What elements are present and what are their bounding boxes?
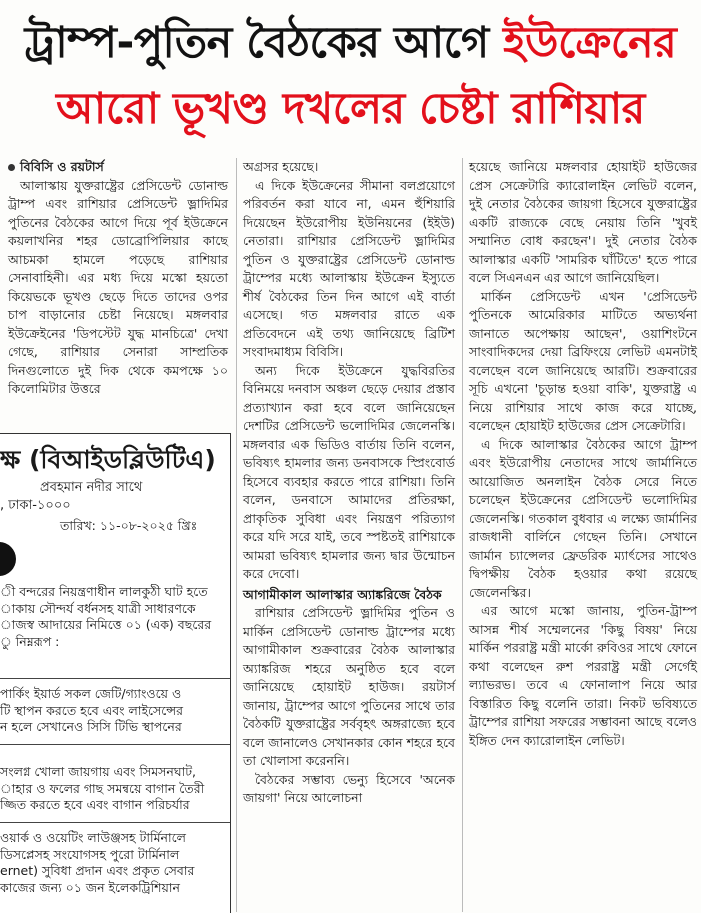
ad-item-line: ন হলে সেখানেও সিসি টিভি স্থাপনের [0, 719, 182, 734]
ad-body-line: ু নিম্নরূপ : [0, 633, 60, 649]
paragraph: হয়েছে জানিয়ে মঙ্গলবার হোয়াইট হাউজের প্রেস সেক্রেটারি ক্যারোলাইন লেভিট বলেন, দুই নেতার বৈঠকের জায়গা হিসেবে যুক্তরাষ্ট্রের একটি রাজ্যকে বেছে নেয়ায় তিনি 'খুবই সম্মানিত বোধ করছেন'। দুই নেতার বৈঠক আলাস্কার একটি 'সামরিক ঘাঁটিতে' হতে পারে বলে সিএনএন এর আগে জানিয়েছিল। [469, 159, 697, 285]
ad-body-line: াকায় সৌন্দর্য বর্ধনসহ যাত্রী সাধারণকে [0, 600, 196, 616]
headline-part-black: ট্রাম্প-পুতিন বৈঠকের আগে [24, 18, 504, 68]
article-column-2 [243, 158, 455, 912]
ad-item-line: কাজের জন্য ০১ জন ইলেকট্রিশিয়ান [0, 879, 180, 895]
byline [8, 158, 228, 177]
ad-date: তারিখ: ১১-০৮-২০২৫ খ্রিঃ [60, 518, 198, 533]
ad-body [0, 584, 228, 650]
ad-divider [0, 678, 230, 679]
headline-part-red: ইউক্রেনের [503, 18, 677, 68]
headline-line-1 [0, 14, 701, 72]
tender-notice-advertisement [0, 433, 231, 913]
article-column-3 [469, 158, 697, 912]
column-divider [462, 158, 463, 912]
paragraph: অন্য দিকে ইউক্রেনে যুদ্ধবিরতির বিনিময়ে দনবাস অঞ্চল ছেড়ে দেয়ার প্রস্তাব প্রত্যাখ্যান করা হবে বলে জানিয়েছেন দেশটির প্রেসিডেন্ট ভলোদিমির জেলেনস্কি। মঙ্গলবার এক ভিডিও বার্তায় তিনি বলেন, ভবিষ্যৎ হামলার জন্য ডনবাসকে স্প্রিংবোর্ড হিসেবে ব্যবহার করতে পারে রাশিয়া। তিনি বলেন, ডনবাসে আমাদের প্রতিরক্ষা, প্রাকৃতিক সুবিধা এবং নিয়ন্ত্রণ পরিত্যাগ করে যদি সরে যাই, তবে স্পষ্টতই রাশিয়াকে আমরা ভবিষ্যৎ হামলার জন্য দ্বার উন্মোচন করে দেবো। [243, 362, 455, 581]
ad-body-line: াজস্ব আদায়ের নিমিত্তে ০১ (এক) বছরের [0, 617, 212, 632]
subheading: আগামীকাল আলাস্কার অ্যাঙ্করিজে বৈঠক [243, 586, 442, 602]
ad-item-line: জ্জিত করতে হবে এবং বাগান পরিচর্যার [0, 797, 190, 812]
paragraph: রাশিয়ার প্রেসিডেন্ট ভ্লাদিমির পুতিন ও মার্কিন প্রেসিডেন্ট ডোনাল্ড ট্রাম্পের মধ্যে আগামীকাল শুক্রবারের বৈঠক আলাস্কার অ্যাঙ্করিজ শহরে অনুষ্ঠিত হবে বলে জানিয়েছে হোয়াইট হাউজ। রয়টার্স জানায়, ট্রাম্পের আগে পুতিনের সাথে তার বৈঠকটি যুক্তরাষ্ট্রের সর্ববৃহৎ অঙ্গরাজ্যে হবে বলে জানালেও সেখানকার কোন শহরে হবে তা খোলাসা করেননি। [243, 605, 455, 768]
headline-line-2: আরো ভূখণ্ড দখলের চেষ্টা রাশিয়ার [56, 84, 645, 134]
ad-item-3 [0, 830, 194, 896]
ad-item-line: ডিসপ্লেসহ সংযোগসহ পুরো টার্মিনাল [0, 846, 180, 862]
ad-item-line: ওয়ার্ক ও ওয়েটিং লাউঞ্জসহ টার্মিনালে [0, 830, 186, 845]
paragraph: বৈঠকের সম্ভাব্য ভেন্যু হিসেবে 'অনেক জায়গা' নিয়ে আলোচনা [243, 771, 455, 805]
ad-slogan: প্রবহমান নদীর সাথে [40, 480, 143, 495]
ad-item-line: সংলগ্ন খোলা জায়গায় এবং সিমসনঘাট, [0, 764, 197, 779]
paragraph: এ দিকে ইউক্রেনের সীমানা বলপ্রয়োগে পরিবর্তন করা যাবে না, এমন হুঁশিয়ারি দিয়েছেন ইউরোপীয় ইউনিয়নের (ইইউ) নেতারা। রাশিয়ার প্রেসিডেন্ট ভ্লাদিমির পুতিন ও যুক্তরাষ্ট্রের প্রেসিডেন্ট ডোনাল্ড ট্রাম্পের মধ্যে আলাস্কায় ইউক্রেন ইস্যুতে শীর্ষ বৈঠকের তিন দিন আগে এই বার্তা এসেছে। গত মঙ্গলবার রাতে এক প্রতিবেদনে এই তথ্য জানিয়েছে ব্রিটিশ সংবাদমাধ্যম বিবিসি। [243, 177, 455, 359]
paragraph: এর আগে মস্কো জানায়, পুতিন-ট্রাম্প আসন্ন শীর্ষ সম্মেলনের 'কিছু বিষয়' নিয়ে মার্কিন পররাষ্ট্র মন্ত্রী মার্কো রুবিওর সাথে ফোনে কথা বলেছেন রুশ পররাষ্ট্র মন্ত্রী সের্গেই ল্যাভরভ। তবে এ ফোনালাপ নিয়ে আর বিস্তারিত কিছু বলেনি তারা। নিকট ভবিষ্যতে ট্রাম্পের রাশিয়া সফরের সম্ভাবনা আছে বলেও ইঙ্গিত দেন ক্যারোলাইন লেভিট। [469, 603, 697, 748]
seal-icon [0, 542, 16, 576]
ad-address: , ঢাকা-১০০০ [0, 498, 71, 513]
ad-item-1 [0, 686, 183, 736]
paragraph: এ দিকে আলাস্কার বৈঠকের আগে ট্রাম্প এবং ইউরোপীয় নেতাদের সাথে জার্মানিতে আয়োজিত অনলাইন বৈঠক সেরে নিতে চলেছেন ইউক্রেনের প্রেসিডেন্ট ভলোদিমির জেলেনস্কি। গতকাল বুধবার এ লক্ষ্যে জার্মানির রাজধানী বার্লিনে গেছেন তিনি। সেখানে জার্মান চ্যান্সেলর ফ্রেডরিক ম্যার্ৎসের সাথেও দ্বিপক্ষীয় বৈঠক হওয়ার কথা রয়েছে জেলেনস্কির। [469, 436, 697, 600]
paragraph: আলাস্কায় যুক্তরাষ্ট্রের প্রেসিডেন্ট ডোনাল্ড ট্রাম্প এবং রাশিয়ার প্রেসিডেন্ট ভ্লাদিমির পুতিনের বৈঠকের আগে দিয়ে পূর্ব ইউক্রেনে কয়লাখনির শহর ডোব্রোপিলিয়ার কাছে আচমকা হামলে পড়েছে রাশিয়ার সেনাবাহিনী। এর মধ্য দিয়ে মস্কো হয়তো কিয়েভকে ভূখণ্ড ছেড়ে দিতে তাদের ওপর চাপ বাড়ানোর চেষ্টা নিয়েছে। মঙ্গলবার ইউক্রেইনের 'ডিপস্টেট যুদ্ধ মানচিত্রে' দেখা গেছে, রাশিয়ার সেনারা সাম্প্রতিক দিনগুলোতে দুই দিক থেকে কমপক্ষে ১০ কিলোমিটার উত্তরে [8, 177, 228, 396]
paragraph: অগ্রসর হয়েছে। [243, 159, 319, 174]
bullet-icon [8, 164, 15, 171]
ad-item-line: াহার ও ফলের গাছ সমন্বয়ে বাগান তৈরী [0, 780, 205, 796]
article-column-1 [8, 158, 228, 396]
ad-item-line: টি স্থাপন করতে হবে এবং লাইসেন্সের [0, 702, 183, 718]
ad-item-line: ernet) সুবিধা প্রদান এবং প্রকৃত সেবার [0, 863, 195, 878]
ad-divider [0, 744, 230, 745]
column-divider [236, 158, 237, 912]
ad-body-line: ী বন্দরের নিয়ন্ত্রণাধীন লালকুঠী ঘাট হতে [0, 584, 208, 599]
ad-divider [0, 822, 230, 823]
paragraph: মার্কিন প্রেসিডেন্ট এখন 'প্রেসিডেন্ট পুতিনকে আমেরিকার মাটিতে অভ্যর্থনা জানাতে অপেক্ষায় আছেন', ওয়াশিংটনে সাংবাদিকদের দেয়া ব্রিফিংয়ে লেভিট এমনটাই বলেছেন বলে জানিয়েছে আরটি। শুক্রবারের সূচি এখনো 'চূড়ান্ত হওয়া বাকি', যুক্তরাষ্ট্র এ নিয়ে রাশিয়ার সাথে কাজ করে যাচ্ছে, বলেছেন হোয়াইট হাউজের প্রেস সেক্রেটারি। [469, 288, 697, 433]
ad-organization-name: ক্ষ (বিআইডব্লিউটিএ) [0, 445, 216, 474]
byline-text: বিবিসি ও রয়টার্স [20, 159, 104, 174]
ad-item-line: পার্কিং ইয়ার্ড সকল জেটি/গ্যাংওয়ে ও [0, 686, 182, 701]
ad-item-2 [0, 764, 204, 814]
